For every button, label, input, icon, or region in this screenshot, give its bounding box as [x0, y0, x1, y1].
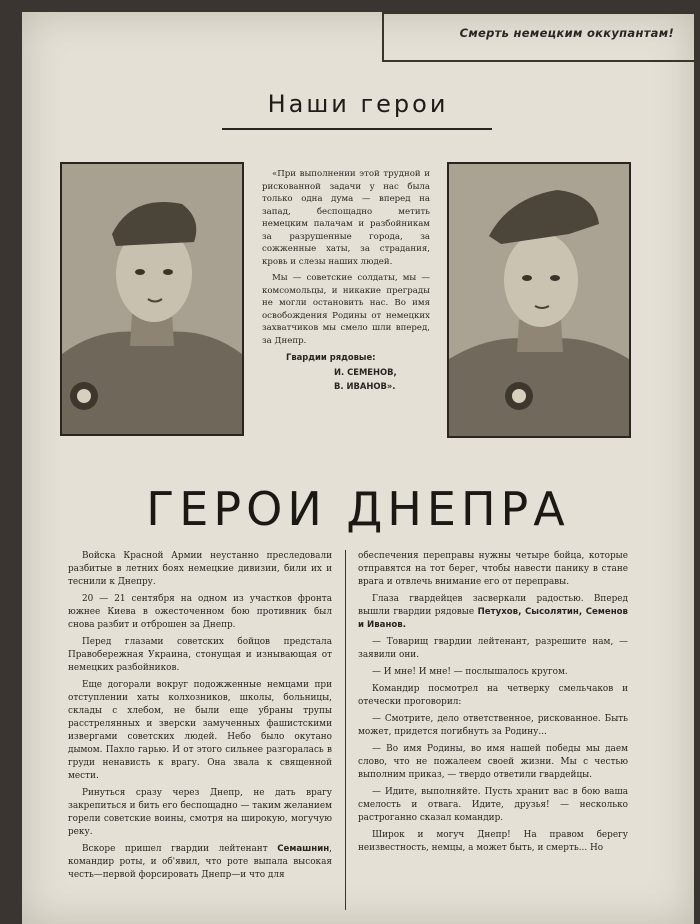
portrait-right-icon	[449, 164, 629, 436]
article-paragraph: — Товарищ гвардии лейтенант, разрешите нам, — заявили они.	[358, 637, 628, 660]
paragraph-text: Глаза гвардейцев засверкали радостью. Вперед вышли гвардии рядовые	[358, 594, 628, 617]
quote-block	[262, 168, 430, 393]
paragraph-text: , командир роты, и об'явил, что роте выпала высокая честь—первой форсировать Днепр—и что для	[68, 844, 332, 880]
portrait-left-icon	[62, 164, 242, 434]
slogan-border-bottom	[382, 60, 694, 62]
article-paragraph: обеспечения переправы нужны четыре бойца, которые отправятся на тот берег, чтобы навести панику в стане врага и отвлечь внимание его от переправы.	[358, 551, 628, 587]
soldier-portrait-left	[60, 162, 244, 436]
signature-name: В. ИВАНОВ».	[334, 381, 396, 391]
quote-paragraph: «При выполнении этой трудной и рискованной задачи у нас была только одна дума — вперед на запад, беспощадно метить немецким палачам и разбойникам за разрушенные города, за сожженные хаты, за страдания, кровь и слезы наших людей.	[262, 169, 430, 267]
slogan-border-side	[382, 12, 384, 62]
article-paragraph: — Во имя Родины, во имя нашей победы мы даем слово, что не пожалеем своей жизни. Мы с честью выполним приказ, — твердо ответили гвардейцы.	[358, 744, 628, 780]
person-name: Семашнин	[277, 844, 330, 854]
article-paragraph: Еще догорали вокруг подожженные немцами при отступлении хаты колхозников, школы, больницы, склады с хлебом, не были еще убраны трупы расстрелянных и зверски замученных фашистскими извергами советских людей. Небо было окутано дымом. Пахло гарью. И от этого сильнее разгоралась в груди ненависть к врагу. Она звала к священной мести.	[68, 680, 332, 781]
signature-title: Гвардии рядовые:	[286, 352, 376, 362]
article-paragraph: Широк и могуч Днепр! На правом берегу неизвестность, немцы, а может быть, и смерть... Но	[358, 830, 628, 853]
article-paragraph: — И мне! И мне! — послышалось кругом.	[372, 667, 568, 677]
article-column-right	[358, 550, 628, 859]
heading-underline	[222, 128, 492, 130]
article-paragraph: Перед глазами советских бойцов предстала Правобережная Украина, стонущая и изнывающая от немецких разбойников.	[68, 637, 332, 673]
article-paragraph: — Смотрите, дело ответственное, рискованное. Быть может, придется погибнуть за Родину...	[358, 714, 628, 737]
article-column-left	[68, 550, 332, 886]
quote-paragraph: Мы — советские солдаты, мы — комсомольцы, и никакие преграды не могли остановить нас. Во имя освобождения Родины от немецких захватчиков мы смело шли вперед, за Днепр.	[262, 273, 430, 346]
newspaper-page	[22, 12, 694, 924]
article-paragraph: Командир посмотрел на четверку смельчаков и отечески проговорил:	[358, 684, 628, 707]
paragraph-text: Вскоре пришел гвардии лейтенант	[82, 844, 278, 854]
signature-name: И. СЕМЕНОВ,	[334, 366, 397, 377]
article-title: ГЕРОИ ДНЕПРА	[146, 482, 570, 536]
slogan: Смерть немецким оккупантам!	[459, 26, 674, 40]
article-paragraph: — Идите, выполняйте. Пусть хранит вас в бою ваша смелость и отвага. Идите, друзья! — несколько растроганно сказал командир.	[358, 787, 628, 823]
section-heading: Наши герои	[267, 90, 449, 118]
article-paragraph	[68, 843, 332, 882]
column-divider	[345, 550, 346, 910]
article-paragraph: Ринуться сразу через Днепр, не дать врагу закрепиться и бить его беспощадно — таким желанием горели советские воины, смотря на широкую, могучую реку.	[68, 788, 332, 837]
soldier-portrait-right	[447, 162, 631, 438]
article-paragraph: 20 — 21 сентября на одном из участков фронта южнее Киева в ожесточенном бою противник был снова разбит и отброшен за Днепр.	[68, 594, 332, 630]
article-paragraph: Войска Красной Армии неустанно преследовали разбитые в летних боях немецкие дивизии, били их и теснили к Днепру.	[68, 551, 332, 587]
person-names: Петухов, Сысолятин, Семенов и Иванов.	[358, 607, 628, 630]
article-paragraph	[358, 593, 628, 632]
slogan-border	[382, 12, 694, 14]
